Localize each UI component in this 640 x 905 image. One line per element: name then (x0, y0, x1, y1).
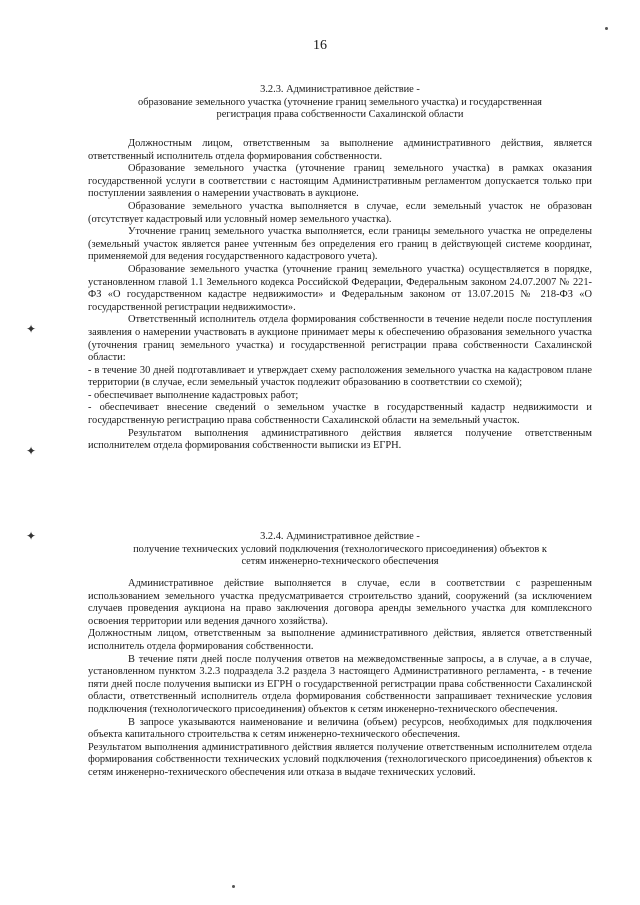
section-subtitle-line2: сетям инженерно-технического обеспечения (241, 556, 439, 568)
section-body-3-2-3 (88, 138, 592, 453)
paragraph: Ответственный исполнитель отдела формирования собственности в течение недели после поступления заявления о намерении участвовать в аукционе принимает меры к обеспечению образования земельного участка (уточнения границ земельного участка) и государственной регистрации права собственности Сахалинской области: (88, 314, 592, 364)
paragraph: Должностным лицом, ответственным за выполнение административного действия, является ответственный исполнитель отдела формирования собственности. (88, 628, 592, 652)
page-number: 16 (313, 38, 327, 53)
list-item: - обеспечивает выполнение кадастровых работ; (88, 389, 299, 401)
scan-dot (232, 885, 235, 888)
paragraph: Уточнение границ земельного участка выполняется, если границы земельного участка не определены (земельный участок является ранее учтенным без определения его границ в действующей системе координат, применяемой для ведения государственного кадастрового учета). (88, 226, 592, 263)
paragraph: Образование земельного участка (уточнение границ земельного участка) в рамках оказания государственной услуги в соответствии с настоящим Административным регламентом допускается только при поступлении заявления о намерении участвовать в аукционе. (88, 163, 592, 200)
scan-dot (605, 27, 608, 30)
paragraph: Результатом выполнения административного действия является получение ответственным исполнителем отдела формирования собственности выписки из ЕГРН. (88, 427, 592, 452)
section-subtitle-line1: получение технических условий подключения (технологического присоединения) объектов к (133, 543, 547, 555)
section-subtitle-line2: регистрация права собственности Сахалинской области (216, 109, 464, 121)
section-heading-3-2-3 (88, 84, 592, 122)
paragraph: Результатом выполнения административного действия является получение ответственным исполнителем отдела формирования собственности технических условий подключения (технологического присоединения) объектов к сетям инженерно-технического обеспечения или отказа в выдаче технических условий. (88, 741, 592, 778)
scan-mark: ✦ (26, 529, 37, 543)
section-heading-3-2-4 (88, 531, 592, 569)
scan-mark: ✦ (26, 444, 37, 458)
scan-mark: ✦ (26, 322, 37, 336)
list-item: - в течение 30 дней подготавливает и утверждает схему расположения земельного участка на кадастровом плане территории (в случае, если земельный участок подлежит образованию в соответствии со схемой); (88, 364, 592, 389)
paragraph: В течение пяти дней после получения ответов на межведомственные запросы, а в случае, а в случае, установленном пунктом 3.2.3 подраздела 3.2 раздела 3 настоящего Административного регламента, - в течение пяти дней после получения выписки из ЕГРН о государственной регистрации права собственности Сахалинской области, ответственный исполнитель отдела формирования собственности запрашивает технические условия подключения (технологического присоединения) объектов к сетям инженерно-технического обеспечения. (88, 653, 592, 715)
paragraph: Административное действие выполняется в случае, если в соответствии с разрешенным использованием земельного участка предусматривается строительство зданий, сооружений (за исключением случаев проведения аукциона на право заключения договора аренды земельного участка для комплексного освоения территории или ведения дачного хозяйства). (88, 578, 592, 627)
section-title: 3.2.3. Административное действие - (260, 84, 420, 95)
list-item: - обеспечивает внесение сведений о земельном участке в государственный кадастр недвижимости и государственную регистрацию права собственности Сахалинской области на земельный участок. (88, 402, 592, 427)
paragraph: Образование земельного участка (уточнение границ земельного участка) осуществляется в порядке, установленном главой 1.1 Земельного кодекса Российской Федерации, Федеральным законом 24.07.2007 № 221-ФЗ «О государственном кадастре недвижимости» и Федеральным законом от 13.07.2015 № 218-ФЗ «О государственной регистрации недвижимости». (88, 263, 592, 313)
paragraph: Должностным лицом, ответственным за выполнение административного действия, является ответственный исполнитель отдела формирования собственности. (88, 138, 592, 162)
paragraph: В запросе указываются наименование и величина (объем) ресурсов, необходимых для подключения объекта капитального строительства к сетям инженерно-технического обеспечения. (88, 716, 592, 741)
paragraph: Образование земельного участка выполняется в случае, если земельный участок не образован (отсутствует кадастровый или условный номер земельного участка). (88, 200, 592, 225)
section-body-3-2-4 (88, 578, 592, 780)
section-title: 3.2.4. Административное действие - (260, 531, 420, 542)
section-subtitle-line1: образование земельного участка (уточнение границ земельного участка) и государственная (138, 96, 542, 108)
